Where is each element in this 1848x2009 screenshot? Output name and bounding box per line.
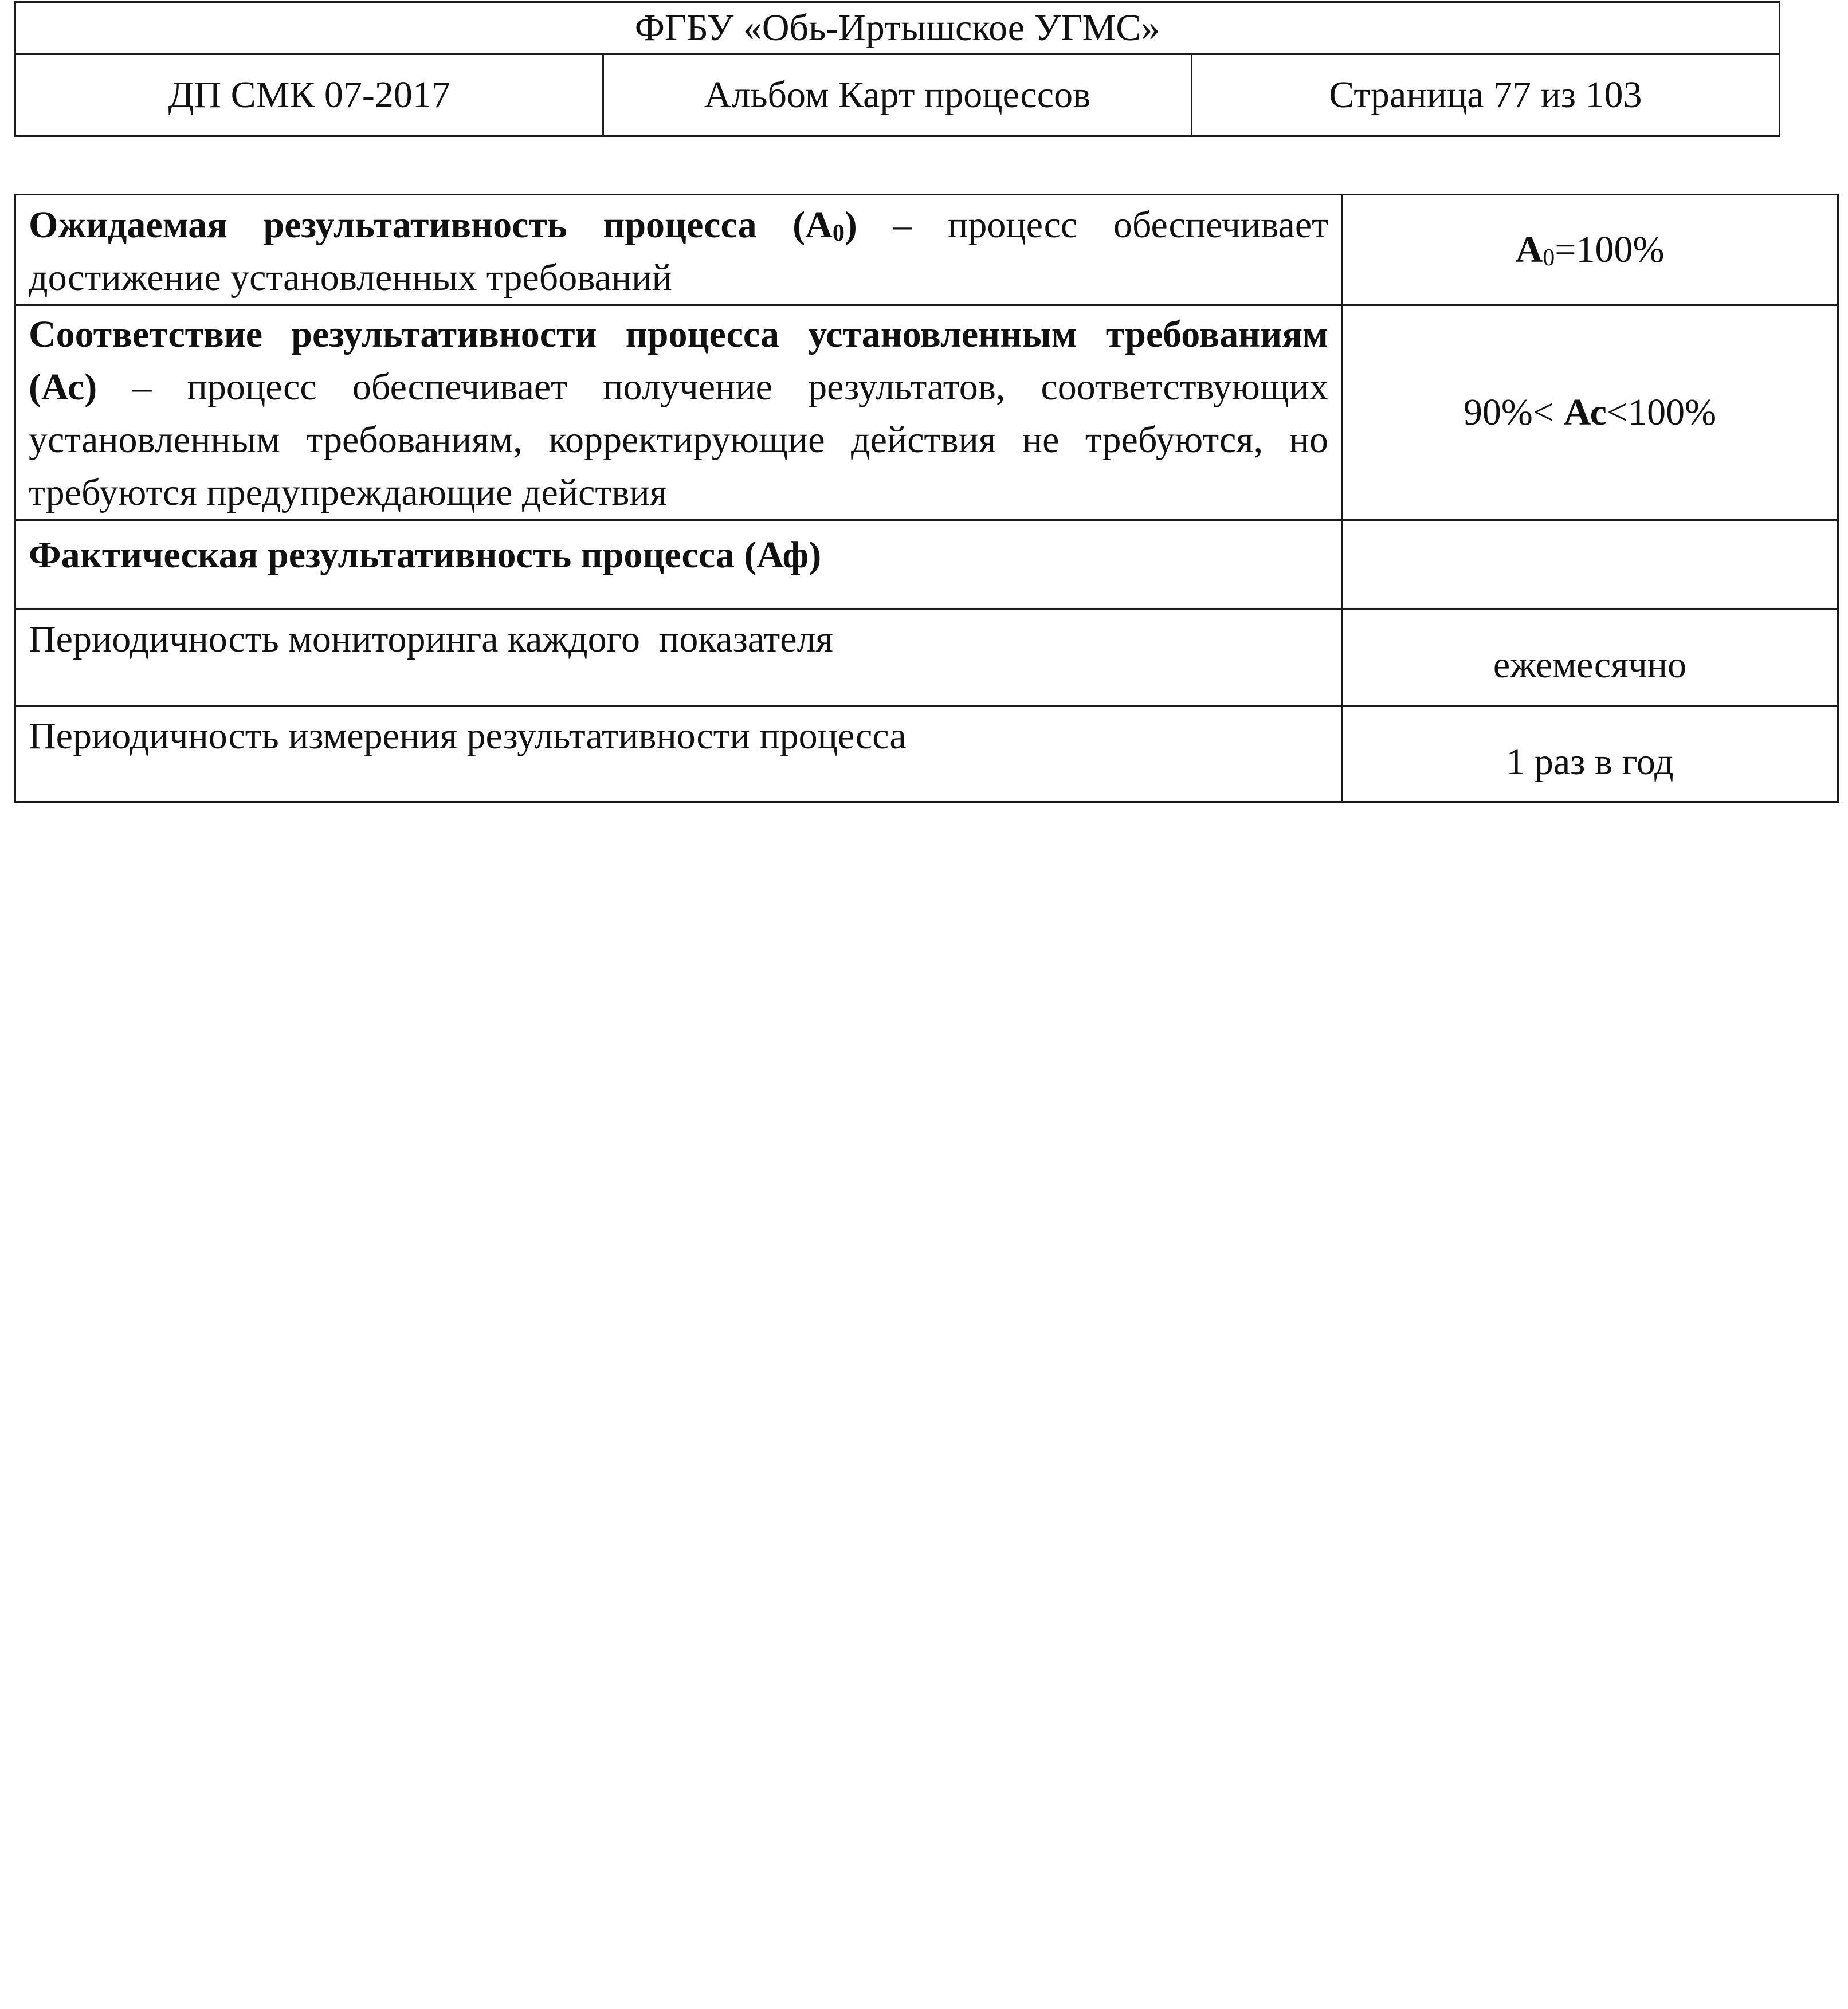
table-row	[15, 706, 1838, 802]
compliance-effectiveness-description: – процесс обеспечивает получение результатов, соответствующих установленным требованиям, корректирующие действия не требуются, но требуются предупреждающие действия	[29, 366, 1328, 513]
expected-effectiveness-label	[15, 195, 1342, 305]
actual-effectiveness-label: Фактическая результативность процесса (Аф)	[15, 520, 1342, 609]
expected-effectiveness-description: – процесс обеспечивает достижение установленных требований	[29, 204, 1328, 299]
measurement-frequency-value: 1 раз в год	[1342, 706, 1838, 802]
process-effectiveness-table	[14, 194, 1839, 803]
expected-effectiveness-title: Ожидаемая результативность процесса $(А_0)$	[29, 204, 857, 246]
monitoring-frequency-label: Периодичность мониторинга каждого показателя	[15, 609, 1342, 706]
table-row	[15, 195, 1838, 305]
expected-effectiveness-value: $А_0=100\%$	[1342, 195, 1838, 305]
page-number: Страница 77 из 103	[1191, 54, 1779, 136]
document-title: Альбом Карт процессов	[603, 54, 1191, 136]
compliance-effectiveness-label	[15, 305, 1342, 520]
compliance-effectiveness-title: Соответствие результативности процесса установленным требованиям (Ас)	[29, 313, 1328, 408]
compliance-effectiveness-value: 90%< Ас<100%	[1342, 305, 1838, 520]
table-row	[15, 305, 1838, 520]
measurement-frequency-label: Периодичность измерения результативности процесса	[15, 706, 1342, 802]
table-row	[15, 520, 1838, 609]
actual-effectiveness-value	[1342, 520, 1838, 609]
document-header-table	[14, 1, 1780, 137]
organization-name: ФГБУ «Обь-Иртышское УГМС»	[15, 2, 1780, 54]
monitoring-frequency-value: ежемесячно	[1342, 609, 1838, 706]
table-row	[15, 609, 1838, 706]
document-code: ДП СМК 07-2017	[15, 54, 603, 136]
